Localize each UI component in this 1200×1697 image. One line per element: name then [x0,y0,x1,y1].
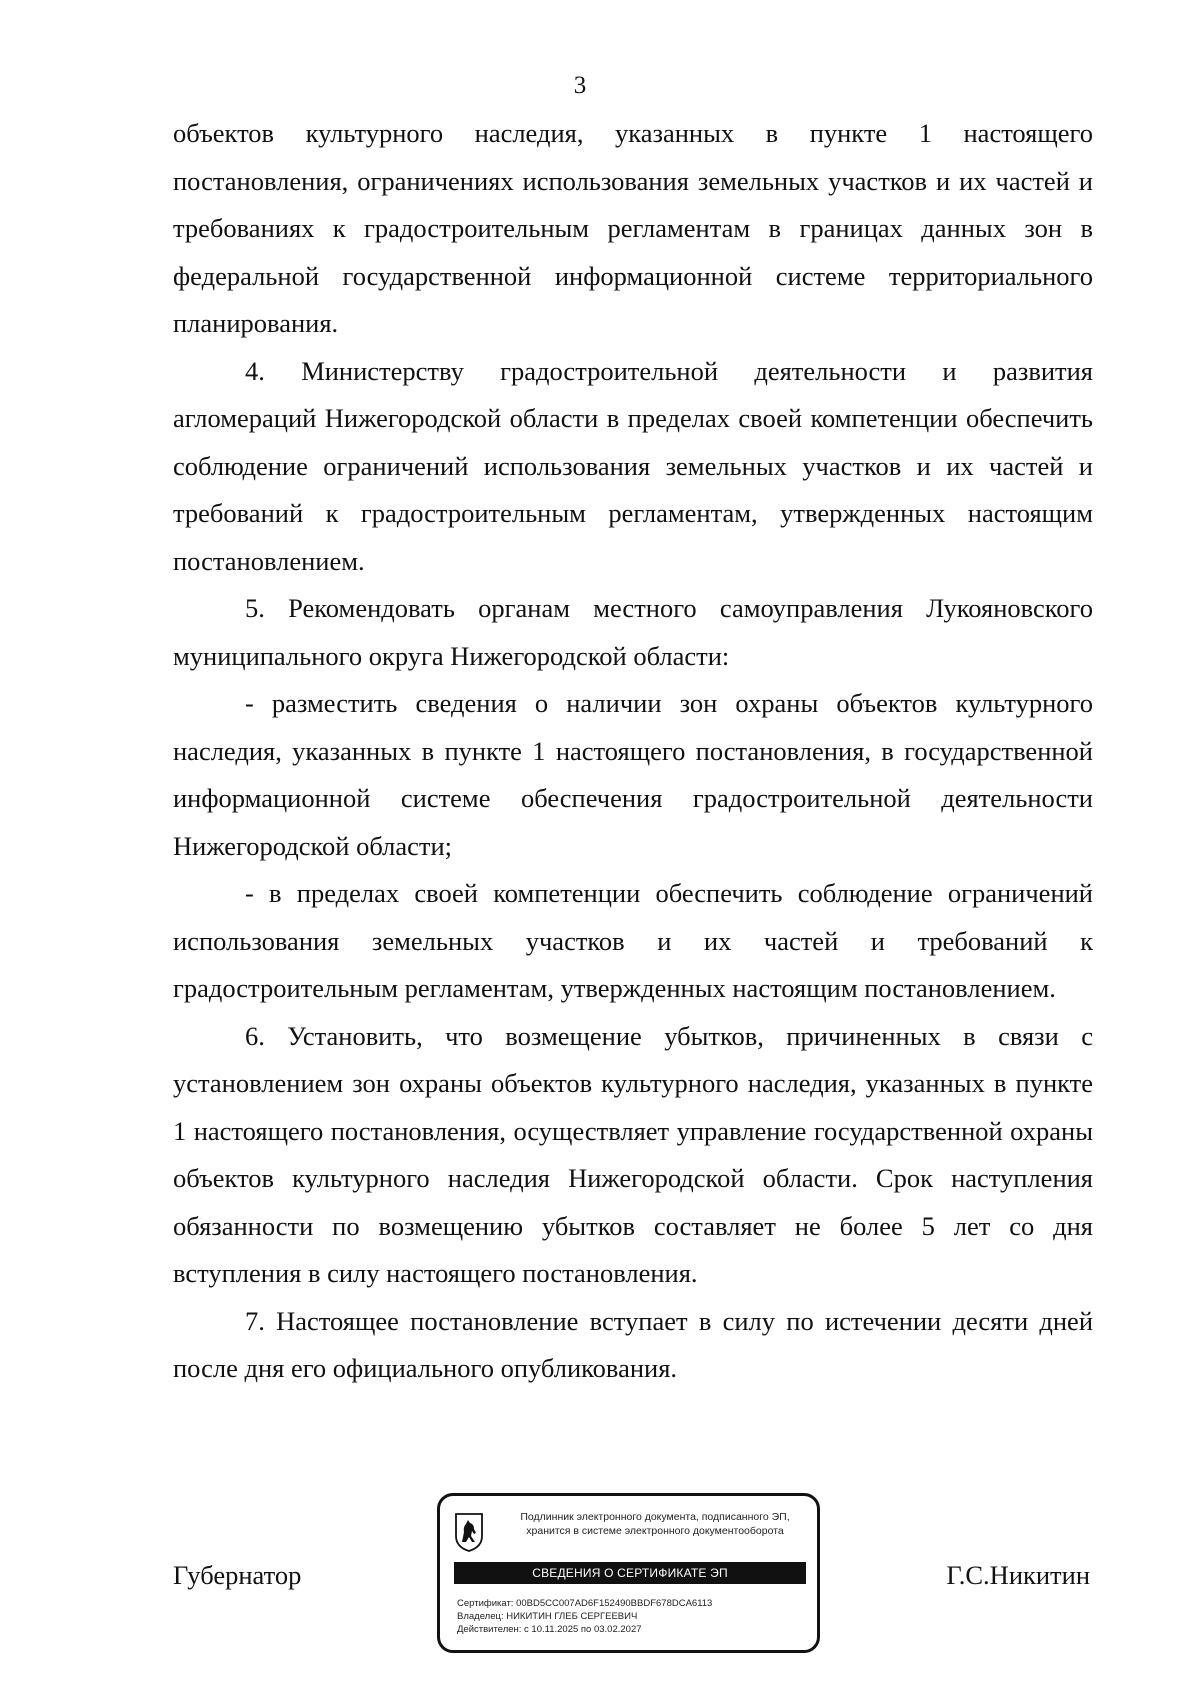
coat-of-arms-icon [454,1512,484,1552]
paragraph-item-4: 4. Министерству градостроительной деятельности и развития агломераций Нижегородской области в пределах своей компетенции обеспечить соблюдение ограничений использования земельных участков и их частей и требований к градостроительным регламентам, утвержденных настоящим постановлением. [173,355,1093,576]
stamp-owner: Владелец: НИКИТИН ГЛЕБ СЕРГЕЕВИЧ [457,1611,638,1622]
stamp-header-line-1: Подлинник электронного документа, подписанного ЭП, [520,1511,790,1523]
stamp-certificate-number: Сертификат: 00BD5CC007AD6F152490BBDF678DCA6113 [457,1598,713,1609]
signer-name: Г.С.Никитин [946,1560,1090,1590]
paragraph-item-6: 6. Установить, что возмещение убытков, причиненных в связи с установлением зон охраны объектов культурного наследия, указанных в пункте 1 настоящего постановления, осуществляет управление государственной охраны объектов культурного наследия Нижегородской области. Срок наступления обязанности по возмещению убытков составляет не более 5 лет со дня вступления в силу настоящего постановления. [173,1020,1093,1288]
paragraph-item-7: 7. Настоящее постановление вступает в силу по истечении десяти дней после дня его официального опубликования. [173,1305,1093,1383]
stamp-validity: Действителен: с 10.11.2025 по 03.02.2027 [457,1624,642,1635]
stamp-details [457,1597,712,1636]
stamp-header-line-2: хранится в системе электронного документооборота [526,1525,784,1537]
stamp-certificate-bar: СВЕДЕНИЯ О СЕРТИФИКАТЕ ЭП [454,1562,806,1584]
stamp-header [496,1510,814,1538]
electronic-signature-stamp [437,1493,820,1653]
page-number: 3 [573,72,587,99]
document-body [173,110,1093,1393]
signer-title: Губернатор [173,1560,302,1590]
paragraph-continuation: объектов культурного наследия, указанных в пункте 1 настоящего постановления, ограничениях использования земельных участков и их частей и требованиях к градостроительным регламентам в границах данных зон в федеральной государственной информационной системе территориального планирования. [173,118,1093,338]
paragraph-item-5-bullet-2: - в пределах своей компетенции обеспечить соблюдение ограничений использования земельных участков и их частей и требований к градостроительным регламентам, утвержденных настоящим постановлением. [173,878,1093,1003]
paragraph-item-5-bullet-1: - разместить сведения о наличии зон охраны объектов культурного наследия, указанных в пункте 1 настоящего постановления, в государственной информационной системе обеспечения градостроительной деятельности Нижегородской области; [173,688,1093,861]
paragraph-item-5: 5. Рекомендовать органам местного самоуправления Лукояновского муниципального округа Нижегородской области: [173,593,1093,671]
